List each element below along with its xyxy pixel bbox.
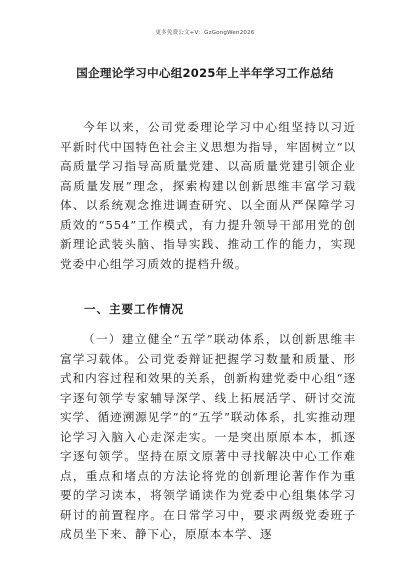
section-heading: 一、主要工作情况 — [84, 302, 184, 316]
section-paragraph: （一）建立健全“五学”联动体系，以创新思维丰富学习载体。公司党委辩证把握学习数量和质量、形式和内容过程和效果的关系，创新构建党委中心组“逐字逐句领学专家辅导深学、线上拓展活学、研讨交流实学、循迹溯源见学”的“五学”联动体系，扎实推动理论学习入脑入心走深走实。一是突出原原本本，抓逐字逐句领学。坚持在原文原著中寻找解决中心工作难点，重点和堵点的方法论将党的创新理论著作作为重要的学习读本，将领学诵读作为党委中心组集体学习研讨的前置程序。在日常学习中，要求两级党委班子成员坐下来、静下心，原原本本学、逐 — [60, 332, 356, 541]
intro-paragraph: 今年以来，公司党委理论学习中心组坚持以习近平新时代中国特色社会主义思想为指导，牢固树立“以高质量学习指导高质量党建、以高质量党建引领企业高质量发展”理念，探索构建以创新思维丰富学习载体、以系统观念推进调查研究、以全面从严保障学习质效的“554”工作模式，有力提升领导干部用党的创新理论武装头脑、指导实践、推动工作的能力，实现党委中心组学习质效的提档升级。 — [60, 120, 356, 271]
header-promo-note: 更多免费公文+V：GzGongWen2026 — [155, 30, 255, 36]
document-title: 国企理论学习中心组2025年上半年学习工作总结 — [76, 66, 334, 80]
